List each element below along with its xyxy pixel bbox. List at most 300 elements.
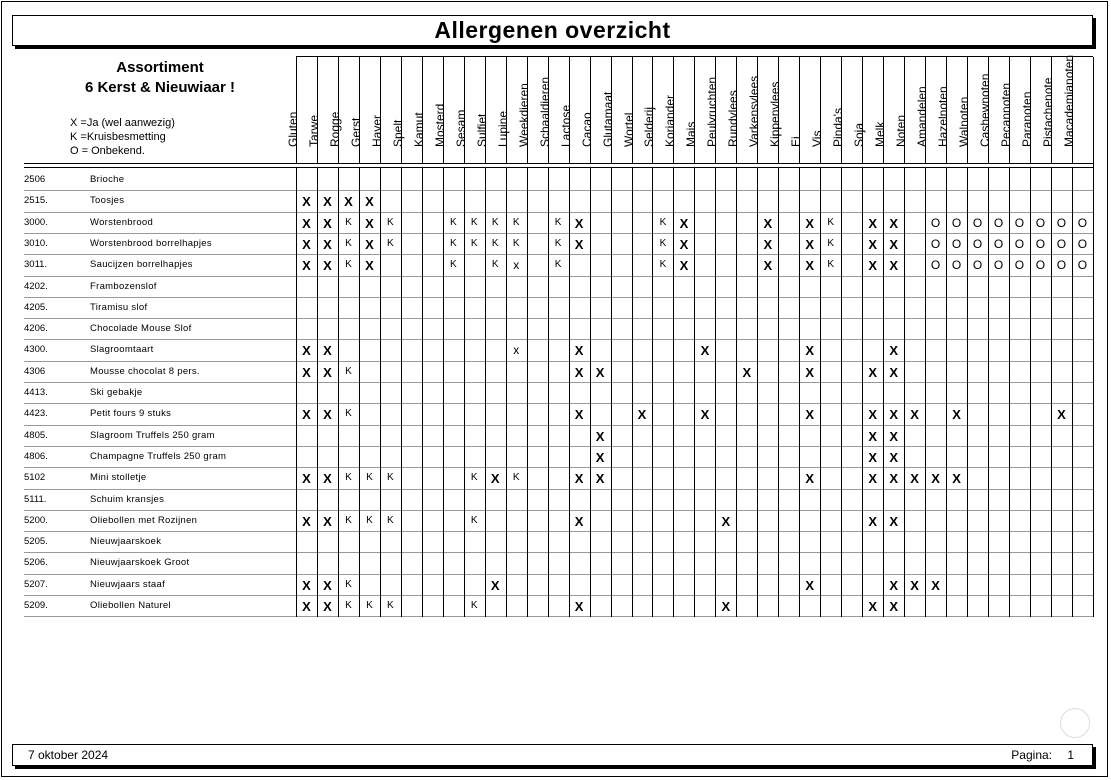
allergen-cell: O (1077, 236, 1088, 251)
table-row (24, 298, 1093, 319)
allergen-cell: X (805, 258, 815, 274)
column-divider (338, 167, 339, 617)
allergen-cell: O (1014, 236, 1025, 251)
allergen-cell: X (868, 513, 878, 529)
allergen-cell: X (805, 215, 815, 231)
allergen-header-label: Gluten (286, 111, 300, 147)
allergen-cell: K (345, 365, 352, 377)
allergen-header-label: Sulfiet (474, 113, 489, 147)
allergen-header-label: Vis (810, 130, 825, 147)
allergen-cell: K (827, 237, 835, 249)
allergen-cell: X (889, 428, 898, 444)
allergen-cell: O (993, 215, 1004, 230)
product-code: 5206. (24, 557, 48, 569)
allergen-cell: K (554, 216, 562, 228)
allergen-header-label: Schaaldieren (537, 76, 552, 147)
allergen-cell: X (302, 215, 311, 231)
allergen-cell: X (323, 194, 332, 210)
allergen-cell: X (889, 236, 898, 252)
column-divider (527, 167, 528, 617)
legend-cross-contamination: K =Kruisbesmetting (70, 131, 166, 143)
allergen-cell: K (659, 259, 667, 271)
allergen-cell: O (972, 215, 983, 230)
row-divider (24, 616, 1093, 617)
product-code: 5205. (24, 536, 48, 548)
allergen-cell: K (491, 216, 499, 228)
allergen-cell: X (763, 236, 773, 252)
product-name: Chocolade Mouse Slof (90, 323, 192, 335)
allergen-cell: X (679, 215, 689, 231)
allergen-cell: K (366, 514, 373, 526)
table-row (24, 277, 1093, 298)
allergen-cell: X (679, 236, 689, 252)
column-divider (548, 167, 549, 617)
allergen-cell: X (931, 577, 940, 593)
allergen-header-label: Pecannoten (998, 82, 1013, 147)
allergen-cell: K (470, 514, 478, 526)
column-divider (736, 167, 737, 617)
column-divider (506, 167, 507, 617)
column-divider (380, 167, 381, 617)
allergen-cell: X (302, 194, 311, 210)
column-divider (946, 167, 947, 617)
allergen-header-label: Weekdieren (516, 83, 531, 147)
product-code: 2515. (24, 195, 48, 207)
allergen-header-label: Gerst (348, 117, 363, 147)
allergen-cell: X (302, 407, 311, 423)
assortment-heading (40, 58, 280, 98)
allergen-cell: X (742, 364, 752, 380)
allergen-cell: X (868, 258, 878, 274)
allergen-cell: X (302, 343, 311, 359)
product-name: Schuim kransjes (90, 493, 165, 505)
header-separator (24, 167, 1093, 168)
product-code: 3000. (24, 216, 48, 228)
column-divider (1030, 167, 1031, 617)
allergen-header-label: Soja (852, 122, 867, 147)
allergen-cell: X (365, 258, 374, 274)
allergen-cell: K (345, 408, 352, 420)
allergen-cell: X (323, 513, 332, 529)
allergen-cell: O (930, 258, 941, 273)
allergen-cell: X (700, 407, 710, 423)
allergen-cell: K (345, 216, 352, 228)
allergen-header-label: Pinda's (831, 108, 846, 147)
allergen-cell: X (595, 364, 605, 380)
column-divider (673, 167, 674, 617)
product-code: 4300. (24, 344, 48, 356)
allergen-cell: X (574, 364, 584, 380)
product-code: 4202. (24, 280, 48, 292)
product-code: 4413. (24, 387, 48, 398)
allergen-cell: X (889, 343, 898, 359)
allergen-cell: X (574, 407, 584, 423)
table-row (24, 511, 1093, 532)
allergen-cell: X (931, 471, 940, 487)
allergen-cell: X (574, 343, 584, 359)
allergen-cell: X (868, 364, 878, 380)
allergen-cell: X (805, 343, 815, 359)
column-divider (443, 167, 444, 617)
product-code: 5209. (24, 600, 48, 611)
assortment-name: 6 Kerst & Nieuwiaar ! (84, 79, 236, 96)
column-divider (611, 167, 612, 617)
product-name: Saucijzen borrelhapjes (90, 259, 193, 271)
allergen-cell: X (574, 471, 584, 487)
allergen-cell: X (805, 577, 815, 593)
allergen-header-label: Rogge (327, 111, 342, 147)
allergen-cell: X (323, 577, 332, 593)
product-code: 5207. (24, 578, 48, 590)
product-name: Nieuwjaars staaf (90, 578, 166, 590)
allergen-cell: K (491, 259, 499, 271)
allergen-cell: O (1056, 236, 1067, 251)
allergen-cell: X (574, 513, 584, 529)
allergen-cell: K (366, 600, 373, 611)
column-divider (1051, 167, 1052, 617)
allergen-header (1061, 54, 1093, 163)
footer-page-label: Pagina: (1011, 748, 1052, 762)
allergen-cell: X (595, 471, 605, 487)
allergen-header-label: Spelt (390, 119, 405, 147)
footer-page-number: 1 (1067, 748, 1074, 762)
product-name: Petit fours 9 stuks (90, 408, 172, 420)
column-divider (1093, 167, 1094, 617)
product-code: 3010. (24, 237, 48, 249)
allergen-header-label: Noten (894, 114, 909, 147)
product-code: 4805. (24, 429, 48, 441)
table-row (24, 426, 1093, 447)
allergen-cell: O (993, 236, 1004, 251)
footer-date: 7 oktober 2024 (28, 748, 109, 762)
allergen-cell: X (721, 513, 731, 529)
product-name: Slagroomtaart (90, 344, 154, 356)
column-divider (967, 167, 968, 617)
allergen-cell: X (889, 599, 898, 614)
allergen-cell: K (554, 237, 562, 249)
allergen-cell: X (637, 407, 647, 423)
allergen-cell: O (1035, 258, 1046, 273)
allergen-cell: X (868, 236, 878, 252)
product-name: Worstenbrood (90, 216, 154, 228)
allergen-header-label: Peulvruchten (705, 76, 720, 147)
column-divider (401, 167, 402, 617)
column-divider (862, 167, 863, 617)
allergen-cell: X (302, 513, 311, 529)
allergen-cell: K (345, 578, 352, 590)
allergen-header-label: Pistachenote (1040, 77, 1055, 147)
header-separator (24, 163, 1093, 164)
allergen-cell: X (889, 513, 898, 529)
product-name: Brioche (90, 174, 125, 185)
allergen-cell: X (365, 215, 374, 231)
allergen-cell: K (387, 514, 394, 526)
allergen-cell: X (302, 364, 311, 380)
table-row (24, 490, 1093, 511)
allergen-header-label: Cashewnoten (978, 73, 992, 147)
allergen-cell: O (1077, 258, 1088, 273)
allergen-cell: X (323, 343, 332, 359)
allergen-cell: O (930, 215, 941, 230)
allergen-cell: X (889, 449, 898, 465)
legend (70, 116, 175, 158)
allergen-cell: K (512, 216, 520, 228)
allergen-cell: X (763, 258, 773, 274)
product-code: 5111. (24, 493, 47, 505)
allergen-cell: X (889, 407, 898, 423)
column-divider (988, 167, 989, 617)
table-row (24, 596, 1093, 617)
allergen-cell: O (1077, 215, 1088, 230)
product-code: 4423. (24, 408, 48, 420)
allergen-cell: O (951, 258, 962, 273)
allergen-cell: K (449, 216, 457, 228)
allergen-cell: X (868, 471, 878, 487)
allergen-cell: x (513, 343, 520, 358)
allergen-cell: K (387, 216, 394, 228)
column-divider (485, 167, 486, 617)
footer (12, 744, 1093, 766)
table-row (24, 404, 1093, 425)
table-row (24, 362, 1093, 383)
allergen-cell: X (323, 407, 332, 423)
allergen-cell: O (1014, 215, 1025, 230)
allergen-cell: X (889, 364, 898, 380)
table-row (24, 447, 1093, 468)
allergen-header-label: Varkensvlees (747, 75, 762, 147)
allergen-cell: X (868, 407, 878, 423)
allergen-header-label: Cacao (579, 112, 594, 147)
allergen-cell: K (827, 216, 835, 228)
column-divider (590, 167, 591, 617)
allergen-header-label: Sesam (453, 109, 468, 147)
allergen-cell: X (763, 215, 773, 231)
column-divider (1072, 167, 1073, 617)
allergen-header-label: Lupine (495, 110, 510, 147)
allergen-cell: X (323, 215, 332, 231)
product-name: Oliebollen Naturel (90, 600, 171, 611)
product-name: Mousse chocolat 8 pers. (90, 365, 200, 377)
column-divider (883, 167, 884, 617)
product-code: 5102 (24, 472, 46, 484)
legend-unknown: O = Onbekend. (70, 145, 145, 157)
column-divider (820, 167, 821, 617)
allergen-header-label: Rundvlees (726, 90, 741, 147)
allergen-cell: K (659, 216, 667, 228)
allergen-cell: X (302, 236, 311, 252)
column-divider (296, 167, 297, 617)
allergen-cell: X (323, 599, 332, 614)
allergen-cell: X (910, 407, 919, 423)
allergen-cell: O (930, 236, 941, 251)
allergen-cell: K (387, 237, 394, 249)
legend-yes: X =Ja (wel aanwezig) (70, 117, 175, 129)
allergen-cell: K (345, 472, 352, 484)
allergen-header-label: Mosterd (432, 103, 447, 147)
allergen-header-label: Hazelnoten (936, 86, 951, 147)
allergen-cell: K (345, 600, 352, 611)
product-name: Frambozenslof (90, 280, 157, 292)
allergen-cell: K (449, 237, 457, 249)
allergen-cell: X (910, 471, 919, 487)
allergen-header-label: Kamut (411, 112, 426, 147)
column-divider (799, 167, 800, 617)
allergen-cell: X (323, 258, 332, 274)
allergen-cell: X (868, 215, 878, 231)
allergen-cell: X (365, 194, 374, 210)
allergen-cell: X (805, 236, 815, 252)
table-row (24, 319, 1093, 340)
column-divider (925, 167, 926, 617)
title-box (12, 15, 1093, 46)
allergen-header-label: Macademianoten (1061, 54, 1076, 147)
allergen-header-label: Selderij (642, 106, 657, 147)
allergen-cell: K (345, 237, 352, 249)
product-code: 5200. (24, 514, 48, 526)
allergen-cell: X (721, 599, 731, 614)
allergen-cell: O (951, 215, 962, 230)
allergen-cell: O (1035, 215, 1046, 230)
allergen-cell: K (470, 472, 478, 484)
page-title: Allergenen overzicht (434, 17, 671, 43)
allergen-cell: X (323, 236, 332, 252)
allergen-cell: X (490, 471, 500, 487)
allergen-cell: X (302, 471, 311, 487)
allergen-cell: X (323, 471, 332, 487)
product-name: Mini stolletje (90, 472, 147, 484)
allergen-header-label: Lactose (558, 104, 573, 147)
allergen-cell: X (889, 215, 898, 231)
allergen-cell: X (574, 599, 584, 614)
product-name: Worstenbrood borrelhapjes (90, 237, 212, 249)
allergen-cell: x (513, 258, 520, 273)
allergen-header-label: Wortel (621, 112, 636, 147)
column-divider (632, 167, 633, 617)
allergen-header-label: Tarwe (306, 114, 321, 147)
allergen-cell: X (595, 449, 605, 465)
allergen-cell: X (805, 364, 815, 380)
allergen-cell: X (302, 599, 311, 614)
allergen-cell: O (972, 236, 983, 251)
column-divider (317, 167, 318, 617)
allergen-cell: X (595, 428, 605, 444)
product-name: Slagroom Truffels 250 gram (90, 429, 215, 441)
column-divider (422, 167, 423, 617)
product-code: 2506 (24, 174, 46, 185)
allergen-cell: K (366, 472, 373, 484)
column-divider (841, 167, 842, 617)
allergen-cell: X (323, 364, 332, 380)
allergen-header-label: Paranoten (1019, 91, 1034, 147)
product-name: Champagne Truffels 250 gram (90, 450, 227, 462)
allergen-cell: X (889, 258, 898, 274)
allergen-cell: K (470, 600, 478, 611)
column-divider (694, 167, 695, 617)
product-name: Ski gebakje (90, 387, 143, 398)
allergen-cell: X (889, 471, 898, 487)
header-right-border (1093, 57, 1094, 167)
allergen-cell: K (470, 216, 478, 228)
allergen-header-label: Ei (789, 136, 804, 147)
table-row (24, 191, 1093, 212)
allergen-header-label: Walnoten (957, 96, 972, 147)
allergen-cell: X (1057, 407, 1066, 423)
watermark-logo (1060, 708, 1090, 738)
allergen-header-label: Haver (369, 114, 384, 147)
product-code: 4206. (24, 323, 48, 335)
product-code: 3011. (24, 259, 48, 271)
product-name: Tiramisu slof (90, 301, 148, 313)
allergen-cell: X (868, 449, 878, 465)
allergen-cell: O (951, 236, 962, 251)
product-code: 4306 (24, 365, 46, 377)
column-divider (569, 167, 570, 617)
allergen-cell: O (1056, 215, 1067, 230)
allergen-cell: X (868, 428, 878, 444)
allergen-cell: K (491, 237, 499, 249)
column-divider (464, 167, 465, 617)
product-name: Nieuwjaarskoek (90, 536, 162, 548)
allergen-cell: K (827, 259, 835, 271)
table-row (24, 170, 1093, 191)
allergen-cell: X (952, 471, 961, 487)
table-row (24, 532, 1093, 553)
column-divider (652, 167, 653, 617)
allergen-cell: K (387, 472, 394, 484)
allergen-cell: X (910, 577, 919, 593)
column-divider (904, 167, 905, 617)
table-row (24, 553, 1093, 574)
product-name: Toosjes (90, 195, 125, 207)
product-code: 4806. (24, 450, 48, 462)
allergen-cell: X (574, 236, 584, 252)
product-name: Nieuwjaarskoek Groot (90, 557, 190, 569)
column-divider (1009, 167, 1010, 617)
product-code: 4205. (24, 301, 48, 313)
column-divider (778, 167, 779, 617)
allergen-cell: X (574, 215, 584, 231)
allergen-header-label: Glutamaat (600, 91, 615, 147)
table-row (24, 383, 1093, 404)
allergen-cell: X (344, 194, 353, 210)
allergen-cell: X (805, 407, 815, 423)
allergen-cell: O (1014, 258, 1025, 273)
allergen-header-label: Koriander (663, 94, 678, 147)
table-row (24, 340, 1093, 361)
allergen-cell: X (302, 258, 311, 274)
product-name: Oliebollen met Rozijnen (90, 514, 198, 526)
allergen-cell: K (512, 472, 520, 484)
allergen-cell: K (470, 237, 478, 249)
allergen-cell: X (952, 407, 961, 423)
allergen-cell: K (449, 259, 457, 271)
allergen-cell: X (679, 258, 689, 274)
allergen-cell: K (554, 259, 562, 271)
allergen-cell: K (345, 514, 352, 526)
assortment-label: Assortiment (116, 59, 204, 76)
allergen-cell: O (972, 258, 983, 273)
allergen-cell: X (302, 577, 311, 593)
allergen-header-label: Melk (873, 121, 888, 147)
allergen-cell: X (365, 236, 374, 252)
column-divider (359, 167, 360, 617)
column-divider (757, 167, 758, 617)
allergen-header-label: Amandelen (915, 86, 930, 147)
allergen-cell: X (700, 343, 710, 359)
allergen-cell: X (889, 577, 898, 593)
allergen-cell: X (805, 471, 815, 487)
allergen-cell: O (993, 258, 1004, 273)
